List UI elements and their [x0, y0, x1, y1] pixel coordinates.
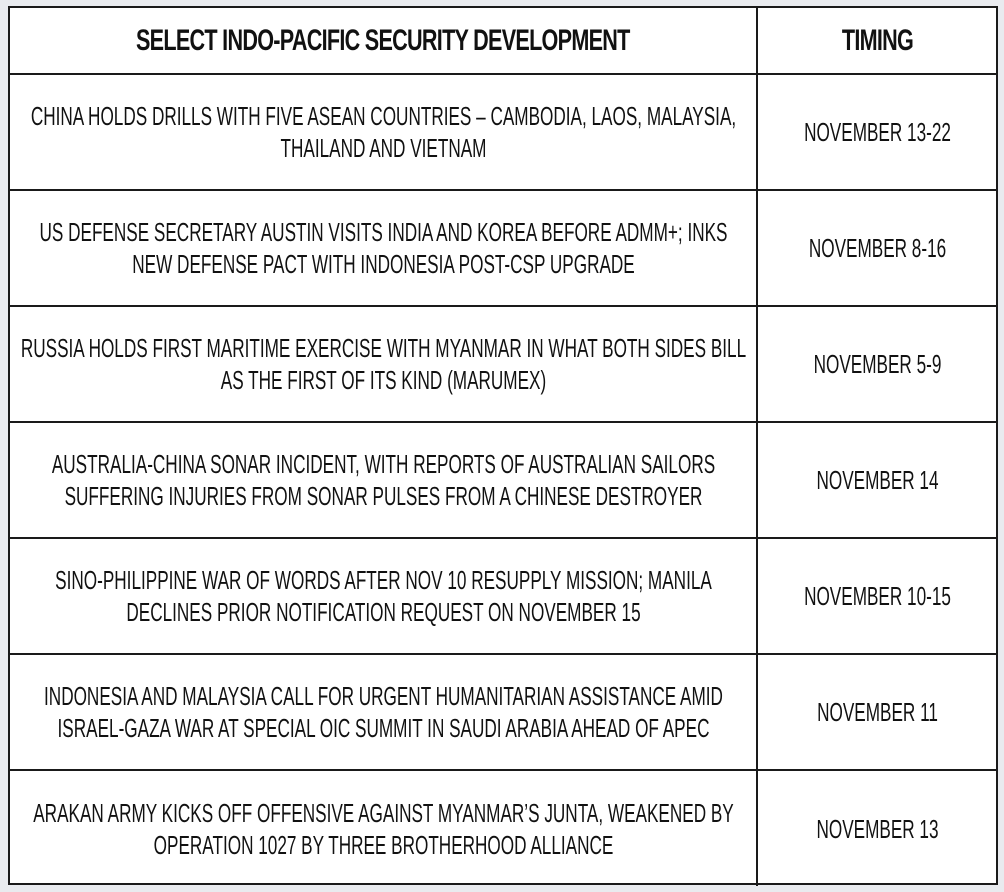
table-row	[10, 74, 996, 190]
column-header-timing: TIMING	[757, 8, 996, 74]
timing-cell: NOVEMBER 5-9	[757, 306, 996, 422]
table-row	[10, 190, 996, 306]
development-cell: ARAKAN ARMY KICKS OFF OFFENSIVE AGAINST MYANMAR’S JUNTA, WEAKENED BY OPERATION 1027 BY THREE BROTHERHOOD ALLIANCE	[10, 770, 757, 886]
table-row	[10, 538, 996, 654]
timing-cell: NOVEMBER 11	[757, 654, 996, 770]
timing-cell: NOVEMBER 13-22	[757, 74, 996, 190]
timing-cell: NOVEMBER 10-15	[757, 538, 996, 654]
development-cell: INDONESIA AND MALAYSIA CALL FOR URGENT HUMANITARIAN ASSISTANCE AMID ISRAEL-GAZA WAR AT SPECIAL OIC SUMMIT IN SAUDI ARABIA AHEAD OF APEC	[10, 654, 757, 770]
table-row	[10, 654, 996, 770]
table-row	[10, 422, 996, 538]
development-cell: SINO-PHILIPPINE WAR OF WORDS AFTER NOV 10 RESUPPLY MISSION; MANILA DECLINES PRIOR NOTIFICATION REQUEST ON NOVEMBER 15	[10, 538, 757, 654]
column-header-development: SELECT INDO-PACIFIC SECURITY DEVELOPMENT	[10, 8, 757, 74]
timing-cell: NOVEMBER 8-16	[757, 190, 996, 306]
timing-cell: NOVEMBER 14	[757, 422, 996, 538]
security-developments-table-frame	[8, 6, 998, 885]
security-developments-table	[10, 8, 996, 886]
timing-cell: NOVEMBER 13	[757, 770, 996, 886]
development-cell: AUSTRALIA-CHINA SONAR INCIDENT, WITH REPORTS OF AUSTRALIAN SAILORS SUFFERING INJURIES FROM SONAR PULSES FROM A CHINESE DESTROYER	[10, 422, 757, 538]
development-cell: CHINA HOLDS DRILLS WITH FIVE ASEAN COUNTRIES – CAMBODIA, LAOS, MALAYSIA, THAILAND AND VIETNAM	[10, 74, 757, 190]
table-row	[10, 770, 996, 886]
development-cell: RUSSIA HOLDS FIRST MARITIME EXERCISE WITH MYANMAR IN WHAT BOTH SIDES BILL AS THE FIRST OF ITS KIND (MARUMEX)	[10, 306, 757, 422]
header-row	[10, 8, 996, 74]
development-cell: US DEFENSE SECRETARY AUSTIN VISITS INDIA AND KOREA BEFORE ADMM+; INKS NEW DEFENSE PACT WITH INDONESIA POST-CSP UPGRADE	[10, 190, 757, 306]
table-row	[10, 306, 996, 422]
